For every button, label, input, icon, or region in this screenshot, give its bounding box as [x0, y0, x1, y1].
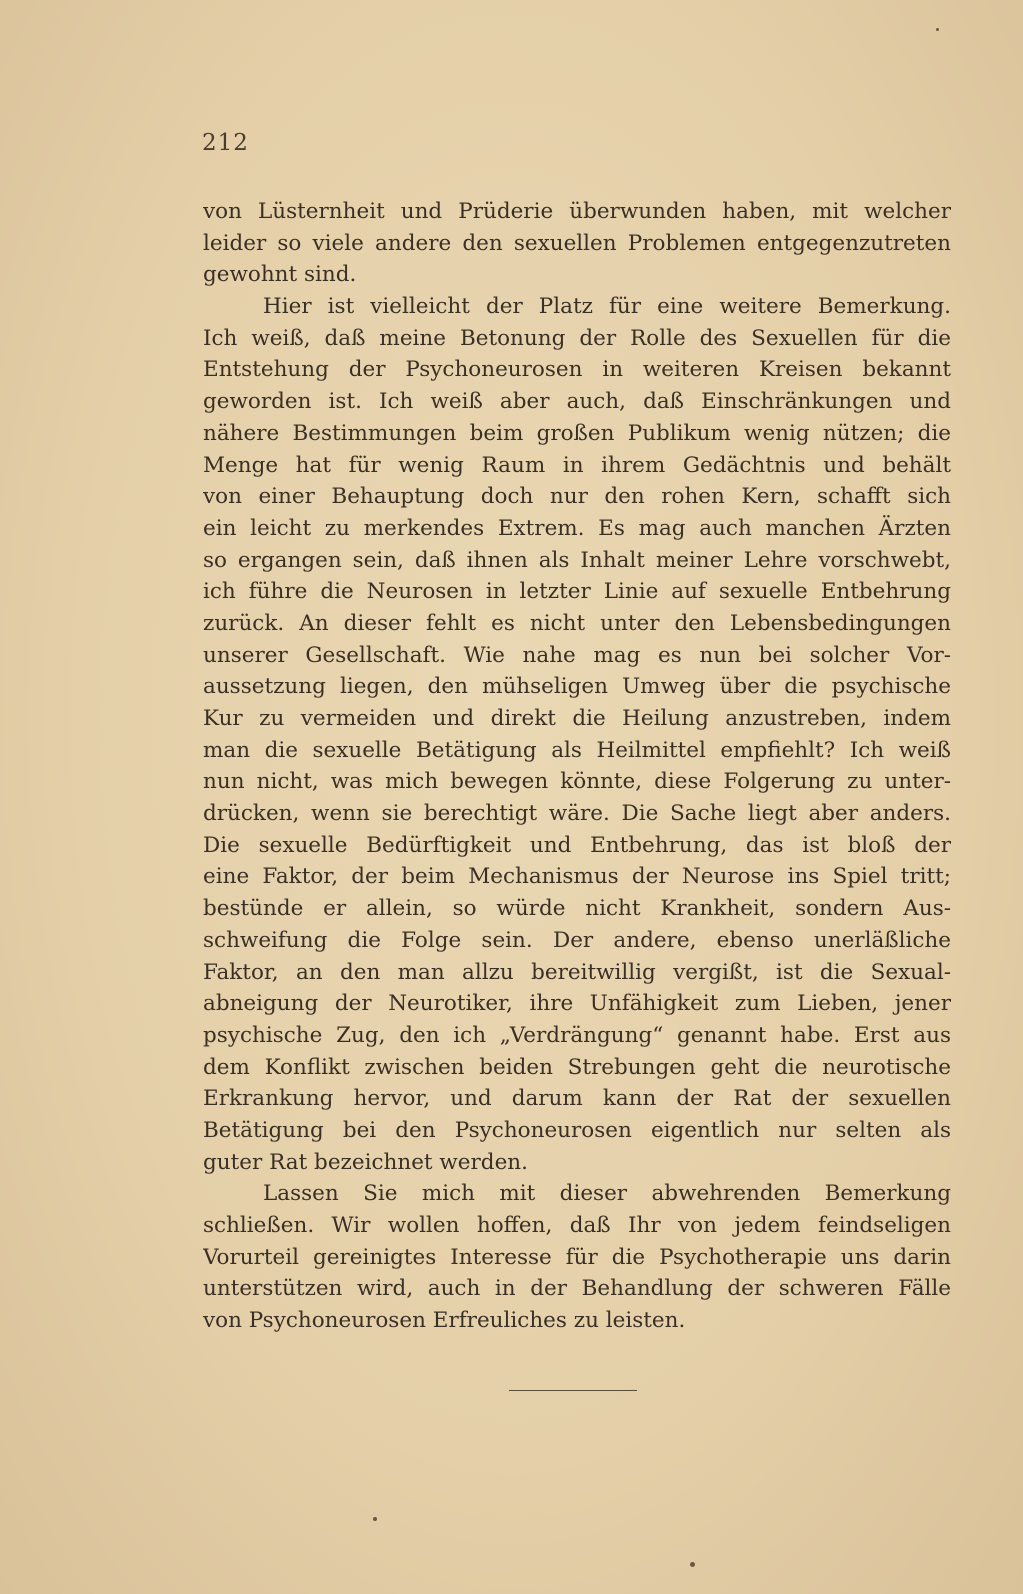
paragraph-start-line: Hier ist vielleicht der Platz für eine weitere Bemerkung.	[263, 294, 951, 320]
text-line: nun nicht, was mich bewegen könnte, diese Folgerung zu unter-	[203, 769, 951, 795]
text-line: Menge hat für wenig Raum in ihrem Gedächtnis und behält	[203, 452, 951, 478]
text-line: Ich weiß, daß meine Betonung der Rolle des Sexuellen für die	[203, 325, 951, 351]
text-line: so ergangen sein, daß ihnen als Inhalt meiner Lehre vorschwebt,	[203, 547, 951, 573]
text-line: guter Rat bezeichnet werden.	[203, 1149, 528, 1175]
text-line: unterstützen wird, auch in der Behandlung der schweren Fälle	[203, 1276, 951, 1302]
text-line: unserer Gesellschaft. Wie nahe mag es nun bei solcher Vor-	[203, 642, 951, 668]
text-line: abneigung der Neurotiker, ihre Unfähigkeit zum Lieben, jener	[203, 991, 951, 1017]
paper-speck	[690, 1562, 695, 1567]
text-line: von Psychoneurosen Erfreuliches zu leisten.	[203, 1308, 686, 1334]
text-line: Entstehung der Psychoneurosen in weiteren Kreisen bekannt	[203, 357, 951, 383]
paragraph-start-line: Lassen Sie mich mit dieser abwehrenden Bemerkung	[263, 1181, 951, 1207]
page-number: 212	[202, 130, 249, 156]
text-line: nähere Bestimmungen beim großen Publikum wenig nützen; die	[203, 420, 951, 446]
end-rule	[509, 1390, 637, 1391]
text-line: ich führe die Neurosen in letzter Linie auf sexuelle Entbehrung	[203, 579, 951, 605]
text-line: leider so viele andere den sexuellen Problemen entgegenzutreten	[203, 230, 951, 256]
text-line: Betätigung bei den Psychoneurosen eigentlich nur selten als	[203, 1117, 951, 1143]
text-line: Erkrankung hervor, und darum kann der Rat der sexuellen	[203, 1086, 951, 1112]
text-line: drücken, wenn sie berechtigt wäre. Die Sache liegt aber anders.	[203, 801, 951, 827]
text-line: gewohnt sind.	[203, 262, 357, 288]
text-line: dem Konflikt zwischen beiden Strebungen geht die neurotische	[203, 1054, 951, 1080]
paper-speck	[373, 1517, 377, 1521]
text-line: Vorurteil gereinigtes Interesse für die Psychotherapie uns darin	[203, 1244, 951, 1270]
text-line: Faktor, an den man allzu bereitwillig vergißt, ist die Sexual-	[203, 959, 951, 985]
text-line: ein leicht zu merkendes Extrem. Es mag auch manchen Ärzten	[203, 515, 951, 541]
text-line: von einer Behauptung doch nur den rohen Kern, schafft sich	[203, 484, 951, 510]
text-line: bestünde er allein, so würde nicht Krankheit, sondern Aus-	[203, 896, 951, 922]
text-line: Die sexuelle Bedürftigkeit und Entbehrung, das ist bloß der	[203, 832, 951, 858]
body-text	[203, 196, 951, 1337]
text-line: man die sexuelle Betätigung als Heilmittel empfiehlt? Ich weiß	[203, 737, 951, 763]
text-line: zurück. An dieser fehlt es nicht unter den Lebensbedingungen	[203, 610, 951, 636]
text-line: geworden ist. Ich weiß aber auch, daß Einschränkungen und	[203, 389, 951, 415]
text-line: psychische Zug, den ich „Verdrängung“ genannt habe. Erst aus	[203, 1022, 951, 1048]
text-line: eine Faktor, der beim Mechanismus der Neurose ins Spiel tritt;	[203, 864, 951, 890]
text-line: aussetzung liegen, den mühseligen Umweg über die psychische	[203, 674, 951, 700]
text-line: von Lüsternheit und Prüderie überwunden haben, mit welcher	[203, 199, 951, 224]
text-line: Kur zu vermeiden und direkt die Heilung anzustreben, indem	[203, 706, 951, 731]
paper-speck	[936, 28, 939, 31]
text-line: schließen. Wir wollen hoffen, daß Ihr von jedem feindseligen	[203, 1213, 951, 1238]
text-line: schweifung die Folge sein. Der andere, ebenso unerläßliche	[203, 927, 951, 953]
